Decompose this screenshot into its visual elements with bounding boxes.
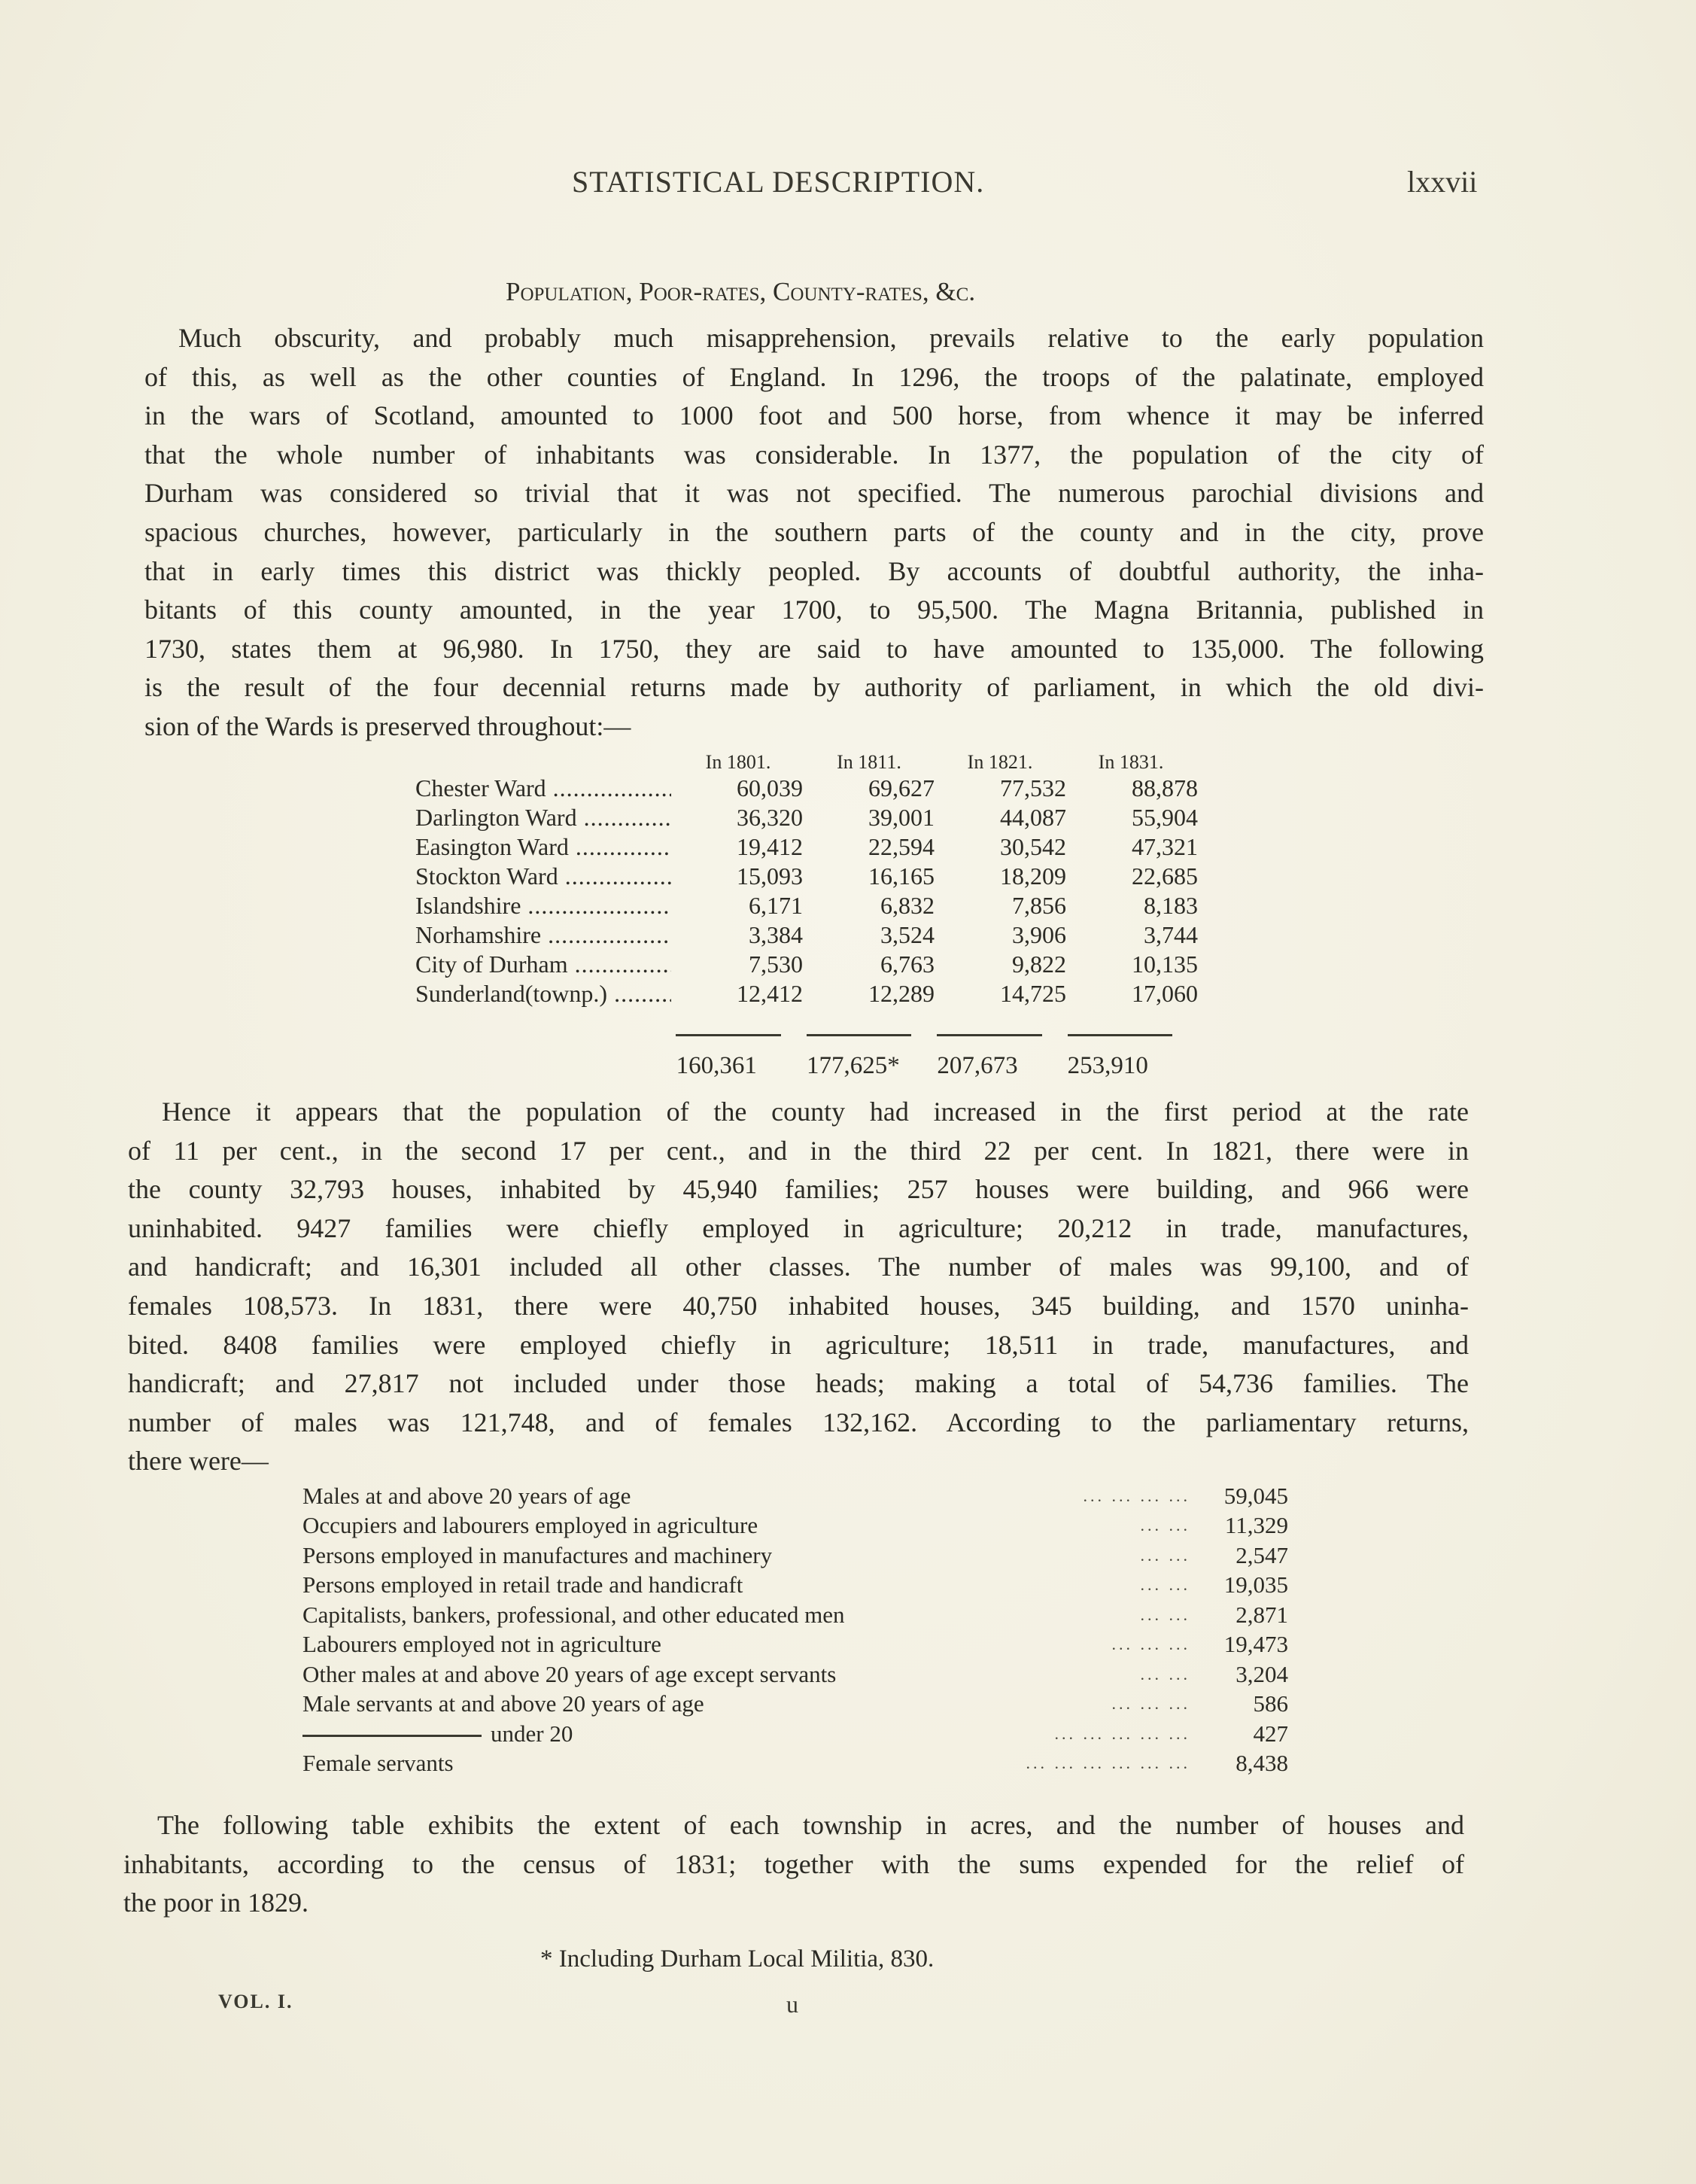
text-line: in the wars of Scotland, amounted to 1000 foot and 500 horse, from whence it may be inferred [144, 400, 1484, 431]
leader-dots: ... ... ... [1111, 1635, 1190, 1654]
cell-value: 12,289 [868, 980, 935, 1007]
table-row [415, 891, 1198, 920]
table-row [302, 1481, 1288, 1511]
row-value: 2,547 [1236, 1541, 1288, 1568]
text-line: Durham was considered so trivial that it was not specified. The numerous parochial divisions and [144, 478, 1484, 509]
text-line: spacious churches, however, particularly in the southern parts of the county and in the city, prove [144, 516, 1484, 547]
row-label: Persons employed in retail trade and handicraft [302, 1571, 743, 1598]
cell-value: 9,822 [1012, 951, 1066, 978]
table-row [415, 832, 1198, 862]
cell-value: 36,320 [737, 804, 803, 831]
leader-dots: ... ... ... [1111, 1694, 1190, 1714]
paragraph-population-increase [128, 1093, 1469, 1481]
row-label: Labourers employed not in agriculture [302, 1631, 661, 1658]
ward-name: Islandshire ..... [415, 892, 671, 920]
paragraph-early-population [144, 319, 1484, 747]
footnote: * Including Durham Local Militia, 830. [540, 1945, 935, 1973]
column-header: In 1811. [837, 751, 901, 773]
table-row [302, 1690, 1288, 1720]
divider [807, 1034, 911, 1039]
table-row [415, 950, 1198, 979]
text-line: the county 32,793 houses, inhabited by 45,940 families; 257 houses were building, and 966 were [128, 1174, 1469, 1205]
text-line: handicraft; and 27,817 not included under those heads; making a total of 54,736 families. The [128, 1368, 1469, 1399]
table-row [302, 1749, 1288, 1779]
row-value: 586 [1253, 1690, 1288, 1717]
row-label: Capitalists, bankers, professional, and other educated men [302, 1601, 845, 1628]
ward-name: Norhamshire ..... [415, 921, 671, 949]
leader-dots: ... ... [1140, 1605, 1190, 1624]
ditto-rule [302, 1735, 482, 1737]
row-value: 19,473 [1223, 1631, 1288, 1658]
cell-value: 22,594 [868, 833, 935, 860]
total-value: 177,625* [807, 1051, 900, 1079]
row-label: under 20 [491, 1720, 573, 1747]
row-value: 19,035 [1223, 1571, 1288, 1598]
leader-dots: ... ... ... ... ... [1054, 1723, 1190, 1743]
leader-dots: ... ... ... ... [1083, 1486, 1190, 1505]
cell-value: 3,384 [749, 921, 803, 948]
cell-value: 15,093 [737, 862, 803, 890]
page-number: lxxvii [1407, 165, 1478, 199]
cell-value: 3,524 [880, 921, 935, 948]
total-value: 160,361 [676, 1051, 757, 1079]
cell-value: 8,183 [1144, 892, 1198, 919]
text-line: Hence it appears that the population of the county had increased in the first period at the rate [162, 1097, 1469, 1127]
row-label: Male servants at and above 20 years of age [302, 1690, 704, 1717]
total-value: 207,673 [937, 1051, 1018, 1079]
cell-value: 7,530 [749, 951, 803, 978]
text-line: Much obscurity, and probably much misapprehension, prevails relative to the early population [178, 323, 1484, 353]
occupation-table [302, 1481, 1288, 1778]
row-label: Female servants [302, 1750, 454, 1777]
cell-value: 7,856 [1012, 892, 1066, 919]
table-row [415, 803, 1198, 832]
text-line: of this, as well as the other counties of England. In 1296, the troops of the palatinate, employed [144, 361, 1484, 392]
table-row [415, 774, 1198, 803]
table-row [415, 979, 1198, 1008]
text-line: uninhabited. 9427 families were chiefly employed in agriculture; 20,212 in trade, manufactures, [128, 1212, 1469, 1243]
text-line: bitants of this county amounted, in the year 1700, to 95,500. The Magna Britannia, published in [144, 595, 1484, 625]
leader-dots: ... ... [1140, 1545, 1190, 1565]
signature-mark: u [786, 1991, 798, 2018]
cell-value: 17,060 [1132, 980, 1198, 1007]
cell-value: 12,412 [737, 980, 803, 1007]
text-line: of 11 per cent., in the second 17 per cent., and in the third 22 per cent. In 1821, there were in [128, 1135, 1469, 1166]
cell-value: 6,832 [880, 892, 935, 919]
text-line: is the result of the four decennial returns made by authority of parliament, in which the old divi- [144, 672, 1484, 703]
row-value: 2,871 [1236, 1601, 1288, 1628]
text-line: sion of the Wards is preserved throughout:— [144, 710, 631, 741]
table-row [302, 1600, 1288, 1630]
cell-value: 60,039 [737, 774, 803, 802]
cell-value: 16,165 [868, 862, 935, 890]
row-value: 59,045 [1223, 1482, 1288, 1509]
divider [676, 1034, 780, 1039]
ward-name: Sunderland(townp.) ..... [415, 980, 671, 1008]
cell-value: 30,542 [1000, 833, 1066, 860]
ward-name: City of Durham ..... [415, 951, 671, 978]
table-row [415, 920, 1198, 950]
cell-value: 14,725 [1000, 980, 1066, 1007]
cell-value: 18,209 [1000, 862, 1066, 890]
text-line: number of males was 121,748, and of females 132,162. According to the parliamentary returns, [128, 1407, 1469, 1437]
cell-value: 22,685 [1132, 862, 1198, 890]
cell-value: 3,906 [1012, 921, 1066, 948]
cell-value: 69,627 [868, 774, 935, 802]
text-line: there were— [128, 1446, 269, 1477]
row-value: 11,329 [1224, 1512, 1288, 1539]
ward-name: Stockton Ward ..... [415, 862, 671, 890]
cell-value: 19,412 [737, 833, 803, 860]
column-header: In 1821. [967, 751, 1033, 773]
cell-value: 6,763 [880, 951, 935, 978]
cell-value: 77,532 [1000, 774, 1066, 802]
text-line: inhabitants, according to the census of 1831; together with the sums expended for the relief of [123, 1848, 1464, 1879]
leader-dots: ... ... ... ... ... ... [1026, 1754, 1190, 1773]
cell-value: 6,171 [749, 892, 803, 919]
volume-mark: VOL. I. [218, 1991, 293, 2012]
section-heading: Population, Poor-rates, County-rates, &c. [506, 277, 976, 306]
row-value: 427 [1253, 1720, 1288, 1747]
leader-dots: ... ... [1140, 1516, 1190, 1535]
column-header: In 1801. [705, 751, 771, 773]
text-line: the poor in 1829. [123, 1887, 309, 1918]
ward-population-table [415, 745, 1198, 1082]
divider [1068, 1034, 1172, 1039]
table-header-row [415, 745, 1198, 774]
text-line: that in early times this district was thickly peopled. By accounts of doubtful authority, the inha- [144, 555, 1484, 586]
cell-value: 88,878 [1132, 774, 1198, 802]
row-label: Occupiers and labourers employed in agriculture [302, 1512, 758, 1539]
cell-value: 55,904 [1132, 804, 1198, 831]
table-row [302, 1659, 1288, 1690]
text-line: that the whole number of inhabitants was considerable. In 1377, the population of the city of [144, 439, 1484, 470]
table-row [302, 1630, 1288, 1660]
ward-name: Darlington Ward ..... [415, 804, 671, 832]
ward-name: Easington Ward ..... [415, 833, 671, 861]
table-row [302, 1719, 1288, 1749]
text-line: bited. 8408 families were employed chiefly in agriculture; 18,511 in trade, manufactures, and [128, 1329, 1469, 1360]
row-value: 3,204 [1236, 1660, 1288, 1687]
text-line: The following table exhibits the extent of each township in acres, and the number of houses and [157, 1810, 1464, 1840]
table-row [415, 862, 1198, 891]
text-line: females 108,573. In 1831, there were 40,750 inhabited houses, 345 building, and 1570 uninha- [128, 1290, 1469, 1321]
cell-value: 39,001 [868, 804, 935, 831]
row-value: 8,438 [1236, 1750, 1288, 1777]
column-header: In 1831. [1098, 751, 1164, 773]
running-head: STATISTICAL DESCRIPTION. [572, 165, 985, 199]
table-row [302, 1541, 1288, 1571]
paragraph-township-table-intro [123, 1806, 1464, 1923]
cell-value: 47,321 [1132, 833, 1198, 860]
totals-row [415, 1049, 1198, 1082]
text-line: and handicraft; and 16,301 included all other classes. The number of males was 99,100, and of [128, 1252, 1469, 1282]
leader-dots: ... ... [1140, 1664, 1190, 1684]
cell-value: 44,087 [1000, 804, 1066, 831]
divider [937, 1034, 1041, 1039]
ward-name: Chester Ward ..... [415, 774, 671, 802]
total-rules [415, 1034, 1198, 1039]
cell-value: 3,744 [1144, 921, 1198, 948]
leader-dots: ... ... [1140, 1575, 1190, 1595]
row-label: Persons employed in manufactures and machinery [302, 1541, 773, 1568]
cell-value: 10,135 [1132, 951, 1198, 978]
text-line: 1730, states them at 96,980. In 1750, they are said to have amounted to 135,000. The following [144, 633, 1484, 664]
table-row [302, 1571, 1288, 1601]
row-label: Other males at and above 20 years of age except servants [302, 1660, 837, 1687]
row-label: Males at and above 20 years of age [302, 1482, 631, 1509]
total-value: 253,910 [1067, 1051, 1148, 1079]
table-row [302, 1511, 1288, 1541]
